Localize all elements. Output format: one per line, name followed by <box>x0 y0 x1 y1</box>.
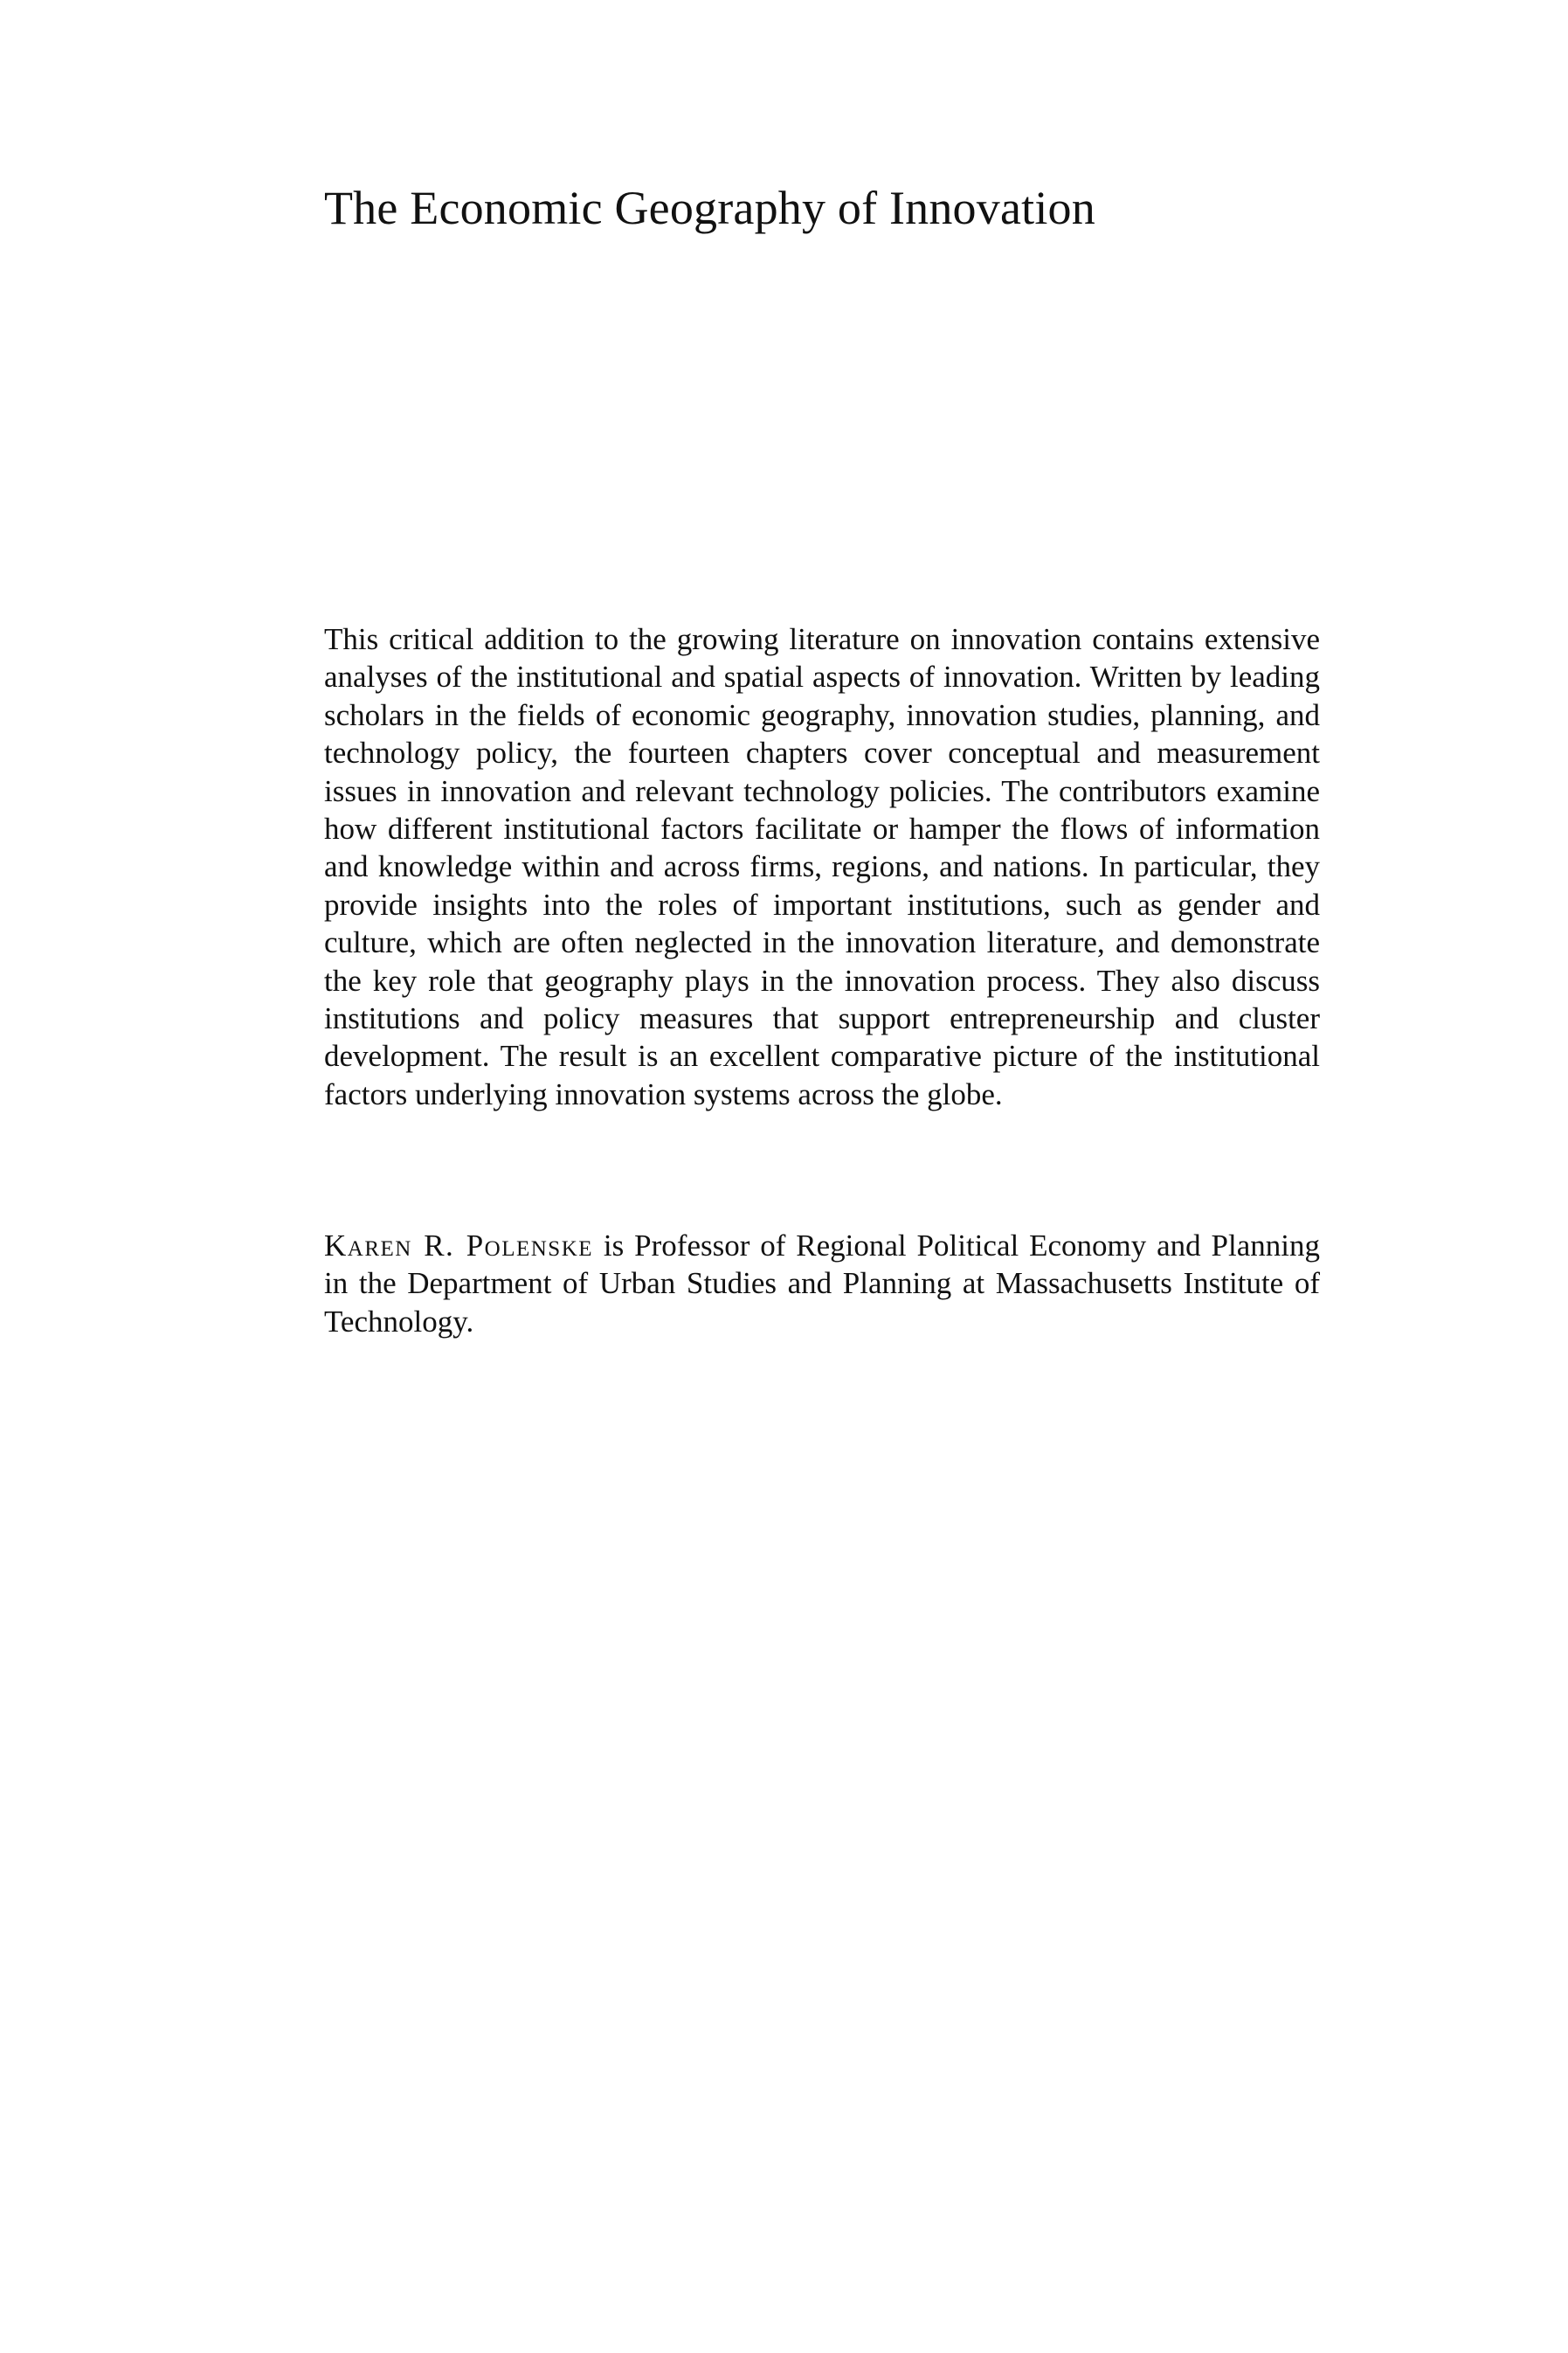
author-name: Karen R. Polenske <box>324 1228 594 1263</box>
book-title: The Economic Geography of Innovation <box>324 182 1095 234</box>
book-description: This critical addition to the growing literature on innovation contains extensive analyses of the institutional and spatial aspects of innovation. Written by leading scholars in the fields of economic geography, innovation studies, planning, and technology policy, the fourteen chapters cover conceptual and measurement issues in innovation and relevant technology policies. The contributors examine how different institutional factors facilitate or hamper the flows of information and knowledge within and across firms, regions, and nations. In particular, they provide insights into the roles of important institutions, such as gender and culture, which are often neglected in the innovation literature, and demonstrate the key role that geography plays in the innovation process. They also discuss institutions and policy measures that support entrepreneurship and cluster development. The result is an excellent comparative picture of the institutional factors underlying innovation systems across the globe. <box>324 622 1320 1111</box>
author-bio-text: is Professor of Regional Political Economy and Planning in the Department of Urban Studies and Planning at Massachusetts Institute of Technology. <box>324 1228 1320 1339</box>
author-bio <box>324 1227 1320 1340</box>
